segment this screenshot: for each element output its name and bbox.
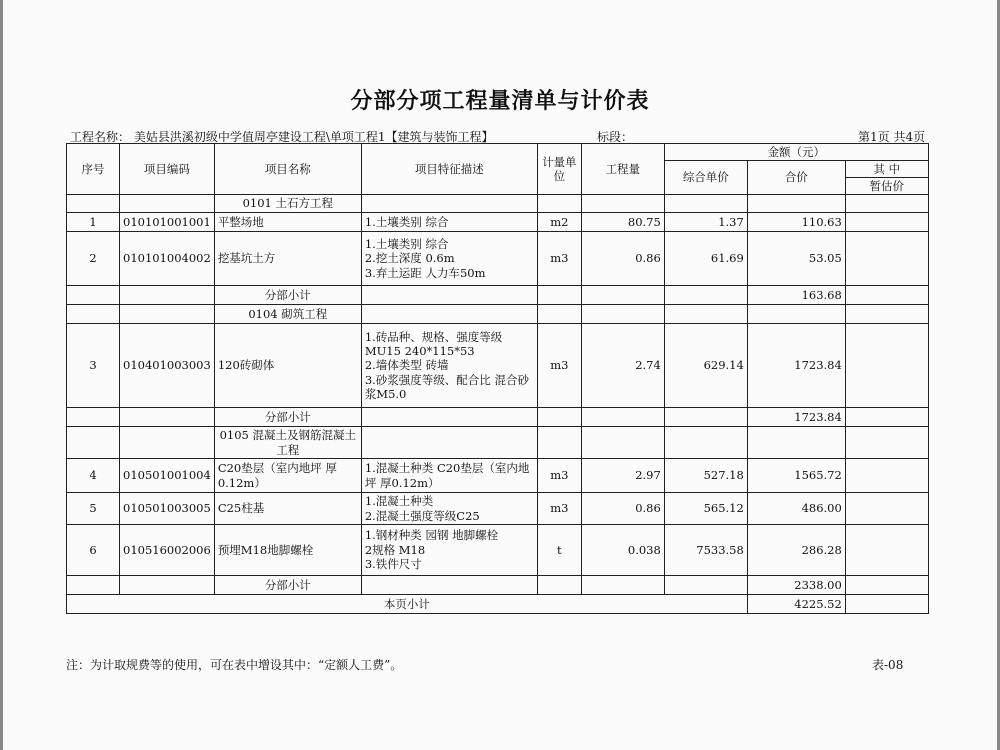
item-name: C25柱基 — [214, 493, 361, 525]
item-unit-price: 629.14 — [664, 324, 747, 408]
subtotal-label: 分部小计 — [214, 286, 361, 305]
item-qty: 0.86 — [581, 493, 664, 525]
table-row — [67, 459, 929, 493]
cell-seq — [67, 195, 120, 213]
item-provisional — [845, 493, 928, 525]
subtotal-total: 163.68 — [747, 286, 845, 305]
cell-empty — [537, 408, 581, 427]
item-name: 120砖砌体 — [214, 324, 361, 408]
item-code: 010501001004 — [120, 459, 215, 493]
item-total: 1565.72 — [747, 459, 845, 493]
col-qty: 工程量 — [581, 144, 664, 195]
cell-empty — [361, 576, 537, 595]
table-row — [67, 525, 929, 576]
col-amount: 金额（元） — [664, 144, 928, 161]
item-unit: m3 — [537, 324, 581, 408]
item-unit-price: 61.69 — [664, 232, 747, 286]
cell-empty — [537, 305, 581, 324]
item-qty: 0.038 — [581, 525, 664, 576]
cell-empty — [361, 305, 537, 324]
bill-of-quantities-table — [66, 143, 929, 614]
item-code: 010501003005 — [120, 493, 215, 525]
document-title: 分部分项工程量清单与计价表 — [350, 88, 650, 114]
cell-empty — [664, 576, 747, 595]
item-qty: 2.74 — [581, 324, 664, 408]
item-desc: 1.土壤类别 综合 — [361, 213, 537, 232]
item-code: 010101001001 — [120, 213, 215, 232]
item-provisional — [845, 525, 928, 576]
item-code: 010401003003 — [120, 324, 215, 408]
cell-empty — [361, 427, 537, 459]
item-provisional — [845, 213, 928, 232]
cell-seq — [67, 427, 120, 459]
cell-empty — [747, 195, 845, 213]
item-unit-price: 1.37 — [664, 213, 747, 232]
cell-empty — [747, 305, 845, 324]
subtotal-label: 分部小计 — [214, 576, 361, 595]
subtotal-row — [67, 286, 929, 305]
item-code: 010516002006 — [120, 525, 215, 576]
table-row — [67, 324, 929, 408]
cell-code — [120, 408, 215, 427]
item-seq: 6 — [67, 525, 120, 576]
cell-empty — [581, 427, 664, 459]
footnote: 注：为计取规费等的使用，可在表中增设其中：“定额人工费”。 — [66, 658, 403, 672]
col-seq: 序号 — [67, 144, 120, 195]
cell-empty — [361, 286, 537, 305]
cell-empty — [845, 595, 928, 614]
project-name: 工程名称： 美姑县洪溪初级中学值周亭建设工程\单项工程1【建筑与装饰工程】 — [70, 130, 494, 144]
table-row — [67, 213, 929, 232]
cell-code — [120, 286, 215, 305]
section-row — [67, 305, 929, 324]
cell-empty — [845, 576, 928, 595]
cell-empty — [361, 408, 537, 427]
page-total-row — [67, 595, 929, 614]
cell-empty — [537, 195, 581, 213]
item-name: 平整场地 — [214, 213, 361, 232]
cell-empty — [845, 195, 928, 213]
item-total: 486.00 — [747, 493, 845, 525]
page-total-value: 4225.52 — [747, 595, 845, 614]
table-row — [67, 232, 929, 286]
cell-empty — [664, 408, 747, 427]
col-name: 项目名称 — [214, 144, 361, 195]
col-provisional: 暂估价 — [845, 178, 928, 195]
item-code: 010101004002 — [120, 232, 215, 286]
cell-code — [120, 576, 215, 595]
cell-seq — [67, 286, 120, 305]
cell-code — [120, 195, 215, 213]
item-total: 286.28 — [747, 525, 845, 576]
item-unit: m3 — [537, 232, 581, 286]
item-provisional — [845, 232, 928, 286]
table-row — [67, 493, 929, 525]
header-row — [67, 144, 929, 161]
item-seq: 2 — [67, 232, 120, 286]
item-seq: 5 — [67, 493, 120, 525]
item-seq: 1 — [67, 213, 120, 232]
item-total: 110.63 — [747, 213, 845, 232]
item-desc: 1.混凝土种类 C20垫层（室内地坪 厚0.12m） — [361, 459, 537, 493]
cell-seq — [67, 408, 120, 427]
col-code: 项目编码 — [120, 144, 215, 195]
table-number: 表-08 — [872, 658, 904, 672]
item-unit: m3 — [537, 459, 581, 493]
item-unit-price: 527.18 — [664, 459, 747, 493]
cell-empty — [845, 286, 928, 305]
cell-empty — [581, 286, 664, 305]
page-total-label: 本页小计 — [67, 595, 748, 614]
section-row — [67, 195, 929, 213]
subtotal-total: 2338.00 — [747, 576, 845, 595]
cell-seq — [67, 305, 120, 324]
col-desc: 项目特征描述 — [361, 144, 537, 195]
cell-empty — [581, 195, 664, 213]
cell-empty — [581, 305, 664, 324]
item-desc: 1.土壤类别 综合 2.挖土深度 0.6m 3.弃土运距 人力车50m — [361, 232, 537, 286]
item-total: 53.05 — [747, 232, 845, 286]
cell-code — [120, 427, 215, 459]
item-name: 预埋M18地脚螺栓 — [214, 525, 361, 576]
item-unit: t — [537, 525, 581, 576]
cell-empty — [664, 286, 747, 305]
section-row — [67, 427, 929, 459]
cell-empty — [845, 408, 928, 427]
item-seq: 3 — [67, 324, 120, 408]
cell-seq — [67, 576, 120, 595]
item-qty: 80.75 — [581, 213, 664, 232]
item-provisional — [845, 324, 928, 408]
item-desc: 1.混凝土种类 2.混凝土强度等级C25 — [361, 493, 537, 525]
bid-section: 标段： — [597, 130, 634, 144]
page-info: 第1页 共4页 — [858, 130, 926, 144]
item-unit: m2 — [537, 213, 581, 232]
section-name: 0105 混凝土及钢筋混凝土工程 — [214, 427, 361, 459]
subtotal-label: 分部小计 — [214, 408, 361, 427]
item-name: C20垫层（室内地坪 厚0.12m） — [214, 459, 361, 493]
cell-empty — [845, 427, 928, 459]
item-unit-price: 565.12 — [664, 493, 747, 525]
cell-empty — [747, 427, 845, 459]
item-unit: m3 — [537, 493, 581, 525]
cell-empty — [581, 408, 664, 427]
item-seq: 4 — [67, 459, 120, 493]
item-total: 1723.84 — [747, 324, 845, 408]
cell-empty — [537, 286, 581, 305]
subtotal-total: 1723.84 — [747, 408, 845, 427]
cell-empty — [664, 305, 747, 324]
col-unit: 计量单位 — [537, 144, 581, 195]
item-desc: 1.砖品种、规格、强度等级 MU15 240*115*53 2.墙体类型 砖墙 3.砂浆强度等级、配合比 混合砂浆M5.0 — [361, 324, 537, 408]
cell-empty — [664, 195, 747, 213]
subtotal-row — [67, 576, 929, 595]
cell-code — [120, 305, 215, 324]
col-unit-price: 综合单价 — [664, 161, 747, 195]
cell-empty — [664, 427, 747, 459]
cell-empty — [845, 305, 928, 324]
subtotal-row — [67, 408, 929, 427]
col-total: 合价 — [747, 161, 845, 195]
cell-empty — [537, 427, 581, 459]
item-provisional — [845, 459, 928, 493]
item-desc: 1.钢材种类 园钢 地脚螺栓 2规格 M18 3.铁件尺寸 — [361, 525, 537, 576]
item-qty: 0.86 — [581, 232, 664, 286]
cell-empty — [361, 195, 537, 213]
section-name: 0104 砌筑工程 — [214, 305, 361, 324]
item-qty: 2.97 — [581, 459, 664, 493]
item-name: 挖基坑土方 — [214, 232, 361, 286]
cell-empty — [581, 576, 664, 595]
col-of-which: 其 中 — [845, 161, 928, 178]
section-name: 0101 土石方工程 — [214, 195, 361, 213]
cell-empty — [537, 576, 581, 595]
item-unit-price: 7533.58 — [664, 525, 747, 576]
